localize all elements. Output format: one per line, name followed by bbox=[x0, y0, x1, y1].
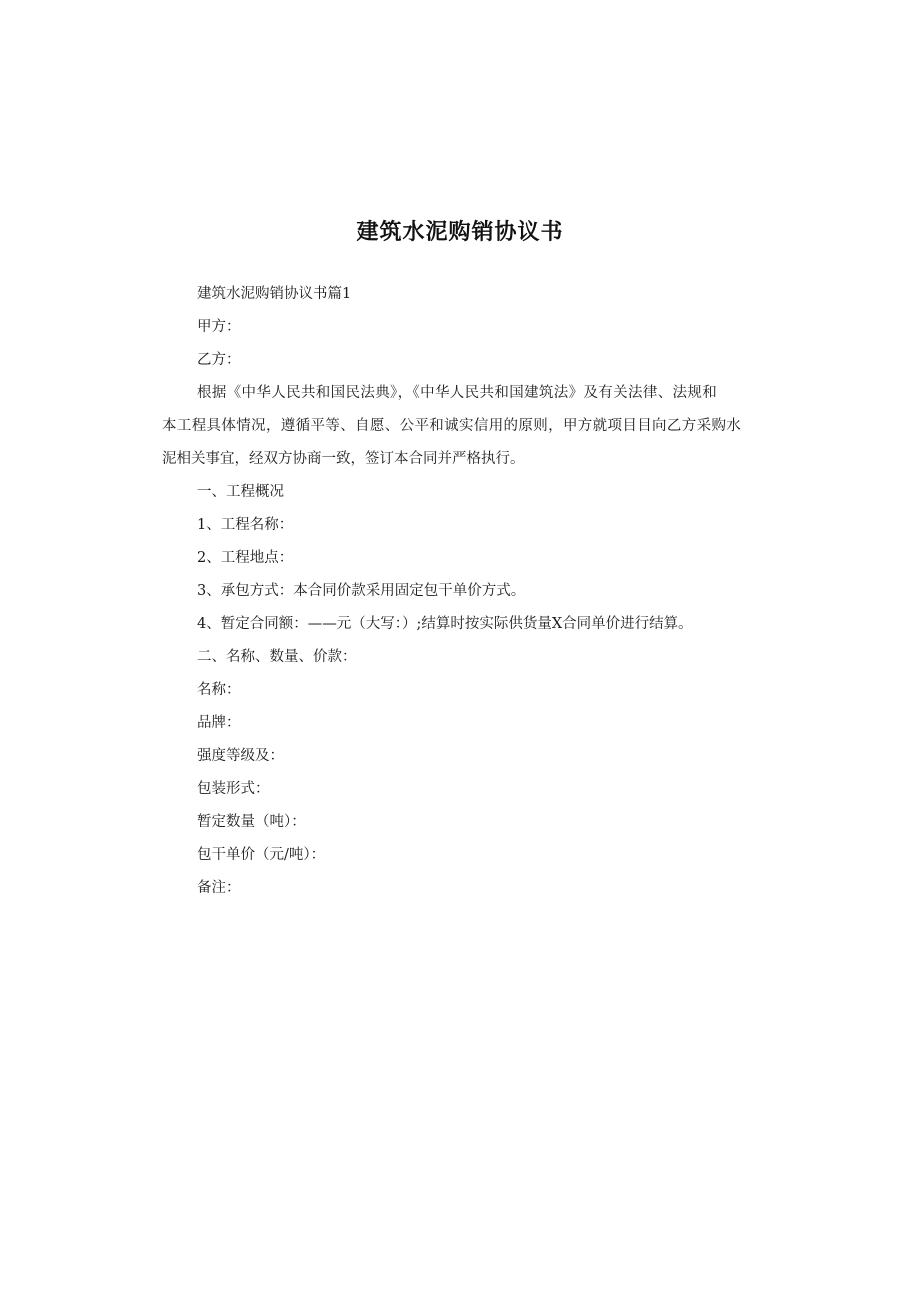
intro-line-1: 根据《中华人民共和国民法典》，《中华人民共和国建筑法》及有关法律、法规和 bbox=[197, 385, 718, 401]
section-1-item: 4、暂定合同额：——元（大写：）;结算时按实际供货量X合同单价进行结算。 bbox=[197, 616, 693, 632]
section-1-item: 3、承包方式：本合同价款采用固定包干单价方式。 bbox=[197, 583, 526, 599]
document-title: 建筑水泥购销协议书 bbox=[356, 220, 564, 245]
document-subtitle: 建筑水泥购销协议书篇1 bbox=[197, 286, 352, 302]
section-2-field: 暂定数量（吨）： bbox=[197, 814, 306, 830]
party-b-label: 乙方： bbox=[197, 352, 241, 368]
section-2-heading: 二、名称、数量、价款： bbox=[197, 649, 357, 665]
section-2-field: 备注： bbox=[197, 880, 241, 896]
party-a-label: 甲方： bbox=[197, 319, 241, 335]
section-2-field: 名称： bbox=[197, 682, 241, 698]
section-2-field: 包装形式： bbox=[197, 781, 270, 797]
section-2-field: 品牌： bbox=[197, 715, 241, 731]
section-1-item: 2、工程地点： bbox=[197, 550, 294, 566]
section-2-field: 包干单价（元/吨）： bbox=[197, 847, 326, 863]
intro-line-2: 本工程具体情况，遵循平等、自愿、公平和诚实信用的原则，甲方就项目目向乙方采购水 bbox=[162, 418, 742, 434]
section-1-heading: 一、工程概况 bbox=[197, 484, 284, 500]
section-1-item: 1、工程名称： bbox=[197, 517, 294, 533]
section-2-field: 强度等级及： bbox=[197, 748, 284, 764]
intro-line-3: 泥相关事宜，经双方协商一致，签订本合同并严格执行。 bbox=[162, 451, 525, 467]
